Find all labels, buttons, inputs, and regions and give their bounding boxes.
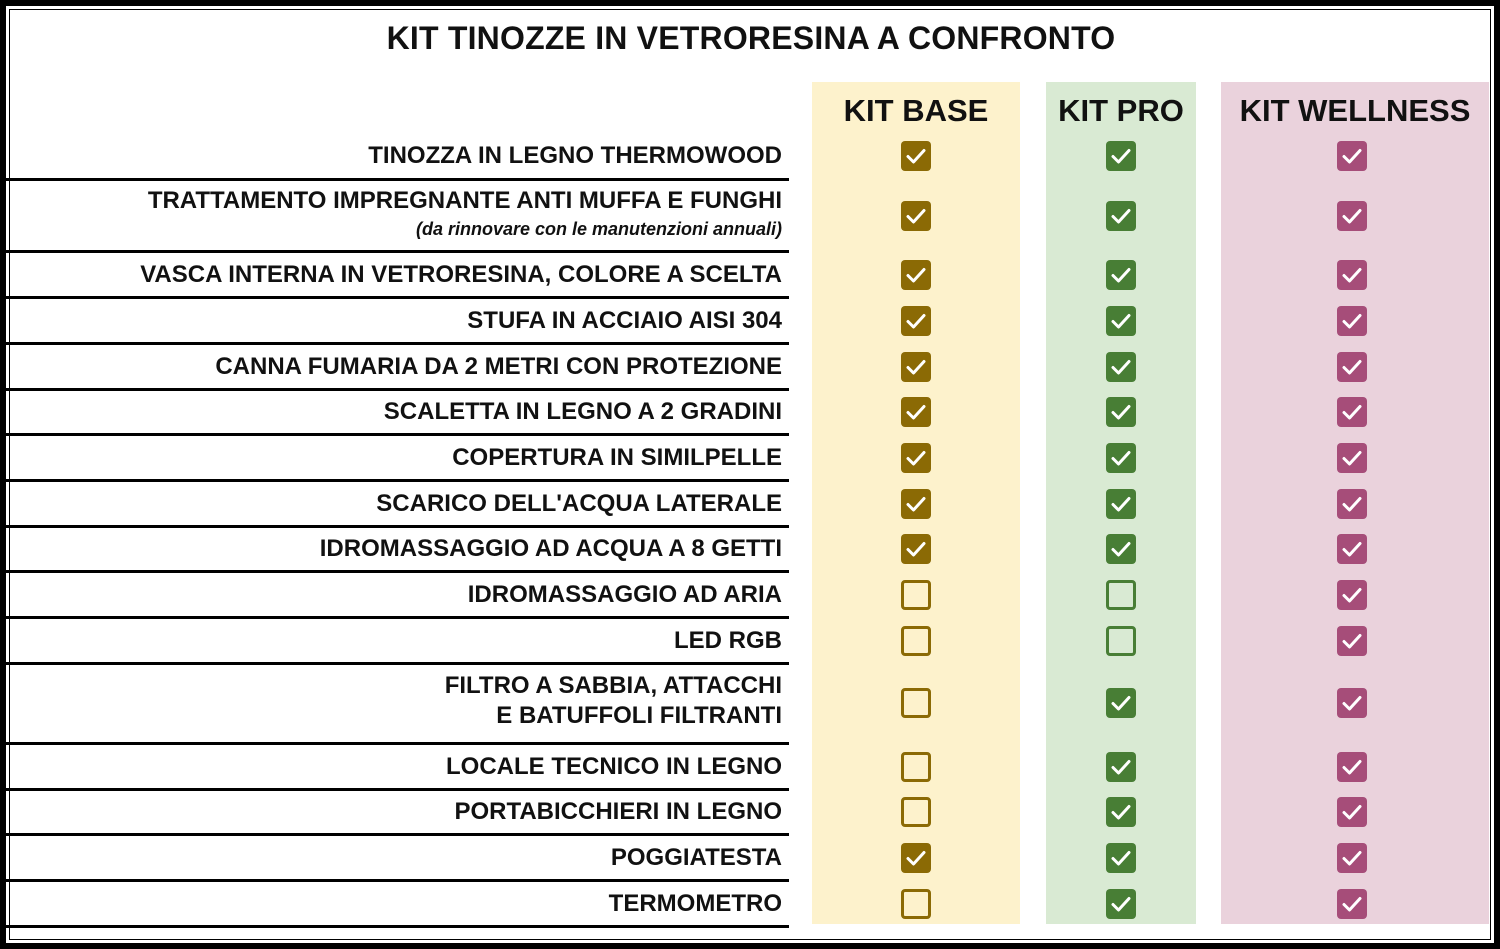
checked-checkbox-icon bbox=[1337, 580, 1367, 610]
table-row bbox=[6, 882, 1496, 925]
feature-label-text: VASCA INTERNA IN VETRORESINA, COLORE A SCELTA bbox=[140, 261, 782, 288]
checked-checkbox-icon bbox=[1337, 688, 1367, 718]
feature-label bbox=[6, 398, 782, 426]
checked-checkbox-icon bbox=[1337, 534, 1367, 564]
unchecked-checkbox-icon bbox=[901, 752, 931, 782]
feature-label bbox=[6, 672, 782, 730]
feature-label bbox=[6, 353, 782, 381]
feature-label bbox=[6, 627, 782, 655]
feature-note: (da rinnovare con le manutenzioni annuali) bbox=[415, 219, 782, 239]
feature-label-text: PORTABICCHIERI IN LEGNO bbox=[454, 798, 782, 825]
feature-label bbox=[6, 753, 782, 781]
checked-checkbox-icon bbox=[1106, 201, 1136, 231]
table-row bbox=[6, 745, 1496, 788]
unchecked-checkbox-icon bbox=[901, 688, 931, 718]
feature-label bbox=[6, 261, 782, 289]
unchecked-checkbox-icon bbox=[901, 626, 931, 656]
unchecked-checkbox-icon bbox=[901, 797, 931, 827]
feature-label-text: LOCALE TECNICO IN LEGNO bbox=[446, 753, 782, 780]
table-row bbox=[6, 390, 1496, 433]
checked-checkbox-icon bbox=[1337, 260, 1367, 290]
table-row bbox=[6, 836, 1496, 879]
feature-label-text: CANNA FUMARIA DA 2 METRI CON PROTEZIONE bbox=[215, 353, 782, 380]
checked-checkbox-icon bbox=[1337, 397, 1367, 427]
feature-label-text: STUFA IN ACCIAIO AISI 304 bbox=[467, 307, 782, 334]
feature-label-text: POGGIATESTA bbox=[610, 844, 782, 871]
feature-label bbox=[6, 798, 782, 826]
unchecked-checkbox-icon bbox=[1106, 580, 1136, 610]
unchecked-checkbox-icon bbox=[1106, 626, 1136, 656]
checked-checkbox-icon bbox=[1106, 306, 1136, 336]
checked-checkbox-icon bbox=[1106, 489, 1136, 519]
feature-label-text: SCARICO DELL'ACQUA LATERALE bbox=[376, 490, 782, 517]
table-row bbox=[6, 790, 1496, 833]
checked-checkbox-icon bbox=[901, 306, 931, 336]
feature-label-text: TERMOMETRO bbox=[608, 890, 782, 917]
feature-label bbox=[6, 890, 782, 918]
table-row bbox=[6, 299, 1496, 342]
checked-checkbox-icon bbox=[1106, 752, 1136, 782]
checked-checkbox-icon bbox=[1106, 797, 1136, 827]
checked-checkbox-icon bbox=[1106, 397, 1136, 427]
table-row bbox=[6, 253, 1496, 296]
feature-label-text: SCALETTA IN LEGNO A 2 GRADINI bbox=[383, 398, 782, 425]
unchecked-checkbox-icon bbox=[901, 889, 931, 919]
checked-checkbox-icon bbox=[1337, 489, 1367, 519]
table-row bbox=[6, 345, 1496, 388]
checked-checkbox-icon bbox=[901, 260, 931, 290]
checked-checkbox-icon bbox=[1106, 534, 1136, 564]
checked-checkbox-icon bbox=[1106, 443, 1136, 473]
checked-checkbox-icon bbox=[1106, 843, 1136, 873]
checked-checkbox-icon bbox=[1337, 141, 1367, 171]
feature-label-text: IDROMASSAGGIO AD ACQUA A 8 GETTI bbox=[319, 535, 782, 562]
table-row bbox=[6, 181, 1496, 250]
feature-label bbox=[6, 581, 782, 609]
checked-checkbox-icon bbox=[901, 534, 931, 564]
checked-checkbox-icon bbox=[901, 489, 931, 519]
column-header: KIT PRO bbox=[1058, 93, 1184, 128]
checked-checkbox-icon bbox=[1337, 306, 1367, 336]
checked-checkbox-icon bbox=[1337, 626, 1367, 656]
feature-label-text: COPERTURA IN SIMILPELLE bbox=[452, 444, 782, 471]
checked-checkbox-icon bbox=[1337, 352, 1367, 382]
feature-label-text: FILTRO A SABBIA, ATTACCHI bbox=[444, 672, 782, 699]
feature-label bbox=[6, 444, 782, 472]
checked-checkbox-icon bbox=[901, 141, 931, 171]
checked-checkbox-icon bbox=[1337, 889, 1367, 919]
feature-label-text: TRATTAMENTO IMPREGNANTE ANTI MUFFA E FUNGHI bbox=[147, 187, 782, 214]
table-row bbox=[6, 527, 1496, 570]
feature-label bbox=[6, 490, 782, 518]
checked-checkbox-icon bbox=[901, 843, 931, 873]
table-row bbox=[6, 619, 1496, 662]
feature-label-text: LED RGB bbox=[674, 627, 782, 654]
page-title: KIT TINOZZE IN VETRORESINA A CONFRONTO bbox=[386, 20, 1116, 56]
checked-checkbox-icon bbox=[1337, 843, 1367, 873]
table-row bbox=[6, 482, 1496, 525]
table-row bbox=[6, 134, 1496, 178]
checked-checkbox-icon bbox=[901, 352, 931, 382]
checked-checkbox-icon bbox=[1337, 797, 1367, 827]
column-header: KIT BASE bbox=[843, 93, 989, 128]
checked-checkbox-icon bbox=[1106, 688, 1136, 718]
checked-checkbox-icon bbox=[1106, 141, 1136, 171]
feature-label-text: IDROMASSAGGIO AD ARIA bbox=[467, 581, 782, 608]
feature-label-text: TINOZZA IN LEGNO THERMOWOOD bbox=[368, 142, 782, 169]
unchecked-checkbox-icon bbox=[901, 580, 931, 610]
checked-checkbox-icon bbox=[1337, 752, 1367, 782]
checked-checkbox-icon bbox=[901, 397, 931, 427]
feature-label bbox=[6, 307, 782, 335]
feature-label bbox=[6, 187, 782, 240]
table-row bbox=[6, 436, 1496, 479]
checked-checkbox-icon bbox=[901, 443, 931, 473]
comparison-frame bbox=[5, 5, 1495, 944]
checked-checkbox-icon bbox=[1337, 201, 1367, 231]
row-divider bbox=[6, 925, 789, 928]
checked-checkbox-icon bbox=[1106, 260, 1136, 290]
feature-label bbox=[6, 844, 782, 872]
checked-checkbox-icon bbox=[1106, 352, 1136, 382]
checked-checkbox-icon bbox=[1337, 443, 1367, 473]
checked-checkbox-icon bbox=[1106, 889, 1136, 919]
feature-label-text-line2: E BATUFFOLI FILTRANTI bbox=[496, 702, 782, 729]
checked-checkbox-icon bbox=[901, 201, 931, 231]
table-row bbox=[6, 664, 1496, 742]
table-row bbox=[6, 573, 1496, 616]
feature-label bbox=[6, 142, 782, 170]
feature-label bbox=[6, 535, 782, 563]
column-header: KIT WELLNESS bbox=[1239, 93, 1471, 128]
